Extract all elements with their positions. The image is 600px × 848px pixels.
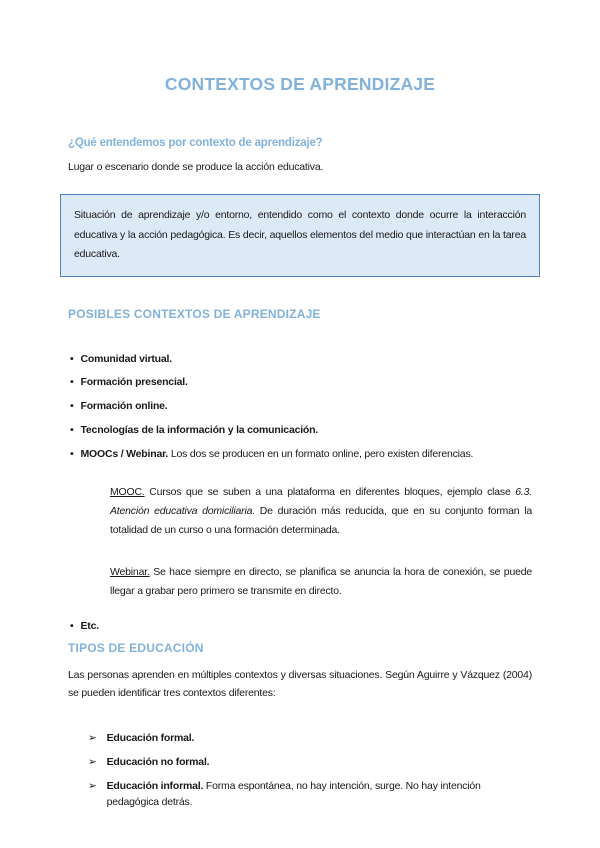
bullet-item — [70, 351, 532, 368]
question-heading: ¿Qué entendemos por contexto de aprendizaje? — [68, 137, 323, 149]
bullet-text: Comunidad virtual. — [80, 352, 172, 365]
mooc-label: MOOC. — [110, 485, 145, 498]
bullet-dot-icon: • — [70, 376, 74, 389]
webinar-label: Webinar. — [110, 565, 150, 578]
section-heading-posibles: POSIBLES CONTEXTOS DE APRENDIZAJE — [68, 306, 321, 321]
bullet-item — [70, 374, 532, 391]
bullet-text: MOOCs / Webinar. Los dos se producen en un formato online, pero existen diferencias. — [80, 447, 474, 460]
bullet-text: Formación presencial. — [80, 376, 188, 389]
arrow-item-text: Educación informal. Forma espontánea, no hay intención, surge. No hay intención pedagógica detrás. — [106, 779, 481, 809]
etc-list — [68, 618, 532, 635]
bullet-text: Tecnologías de la información y la comunicación. — [80, 423, 319, 436]
bullet-dot-icon: • — [70, 447, 74, 460]
arrow-bullet-icon: ➢ — [88, 732, 97, 745]
bullet-dot-icon: • — [70, 400, 74, 413]
webinar-paragraph: Webinar. Se hace siempre en directo, se planifica se anuncia la hora de conexión, se puede llegar a grabar pero primero se transmite en directo. — [110, 565, 532, 598]
bullet-dot-icon: • — [70, 352, 74, 365]
tipos-intro: Las personas aprenden en múltiples contextos y diversas situaciones. Según Aguirre y Vázquez (2004) se pueden identificar tres contextos diferentes: — [68, 669, 532, 699]
highlight-box: Situación de aprendizaje y/o entorno, entendido como el contexto donde ocurre la interacción educativa y la acción pedagógica. Es decir, aquellos elementos del medio que interactúan en la tarea educativa. — [60, 194, 540, 276]
arrow-item — [88, 730, 532, 747]
arrow-item-text: Educación formal. — [106, 732, 195, 745]
arrow-item — [88, 778, 532, 812]
bullet-item — [70, 446, 532, 463]
section-heading-tipos: TIPOS DE EDUCACIÓN — [68, 641, 204, 656]
bullet-dot-icon: • — [70, 619, 74, 632]
arrow-bullet-icon: ➢ — [88, 755, 97, 768]
bullet-item — [70, 618, 532, 635]
mooc-paragraph: MOOC. Cursos que se suben a una plataforma en diferentes bloques, ejemplo clase 6.3. Atención educativa domiciliaria. De duración más reducida, que en su conjunto forman la totalidad de un curso o una formación determinada. — [110, 485, 532, 537]
bullet-text: Etc. — [80, 619, 99, 632]
bullet-item — [70, 398, 532, 415]
mooc-italic-ref: 6.3. Atención educativa domiciliaria. — [110, 485, 532, 517]
arrow-list — [88, 730, 532, 811]
intro-text: Lugar o escenario donde se produce la acción educativa. — [68, 161, 324, 173]
arrow-item-text: Educación no formal. — [106, 755, 210, 768]
bullet-text: Formación online. — [80, 400, 168, 413]
bullet-list — [68, 351, 532, 463]
page-title: CONTEXTOS DE APRENDIZAJE — [164, 74, 436, 94]
bullet-item — [70, 422, 532, 439]
bullet-dot-icon: • — [70, 423, 74, 436]
arrow-item — [88, 754, 532, 771]
arrow-bullet-icon: ➢ — [88, 779, 97, 792]
